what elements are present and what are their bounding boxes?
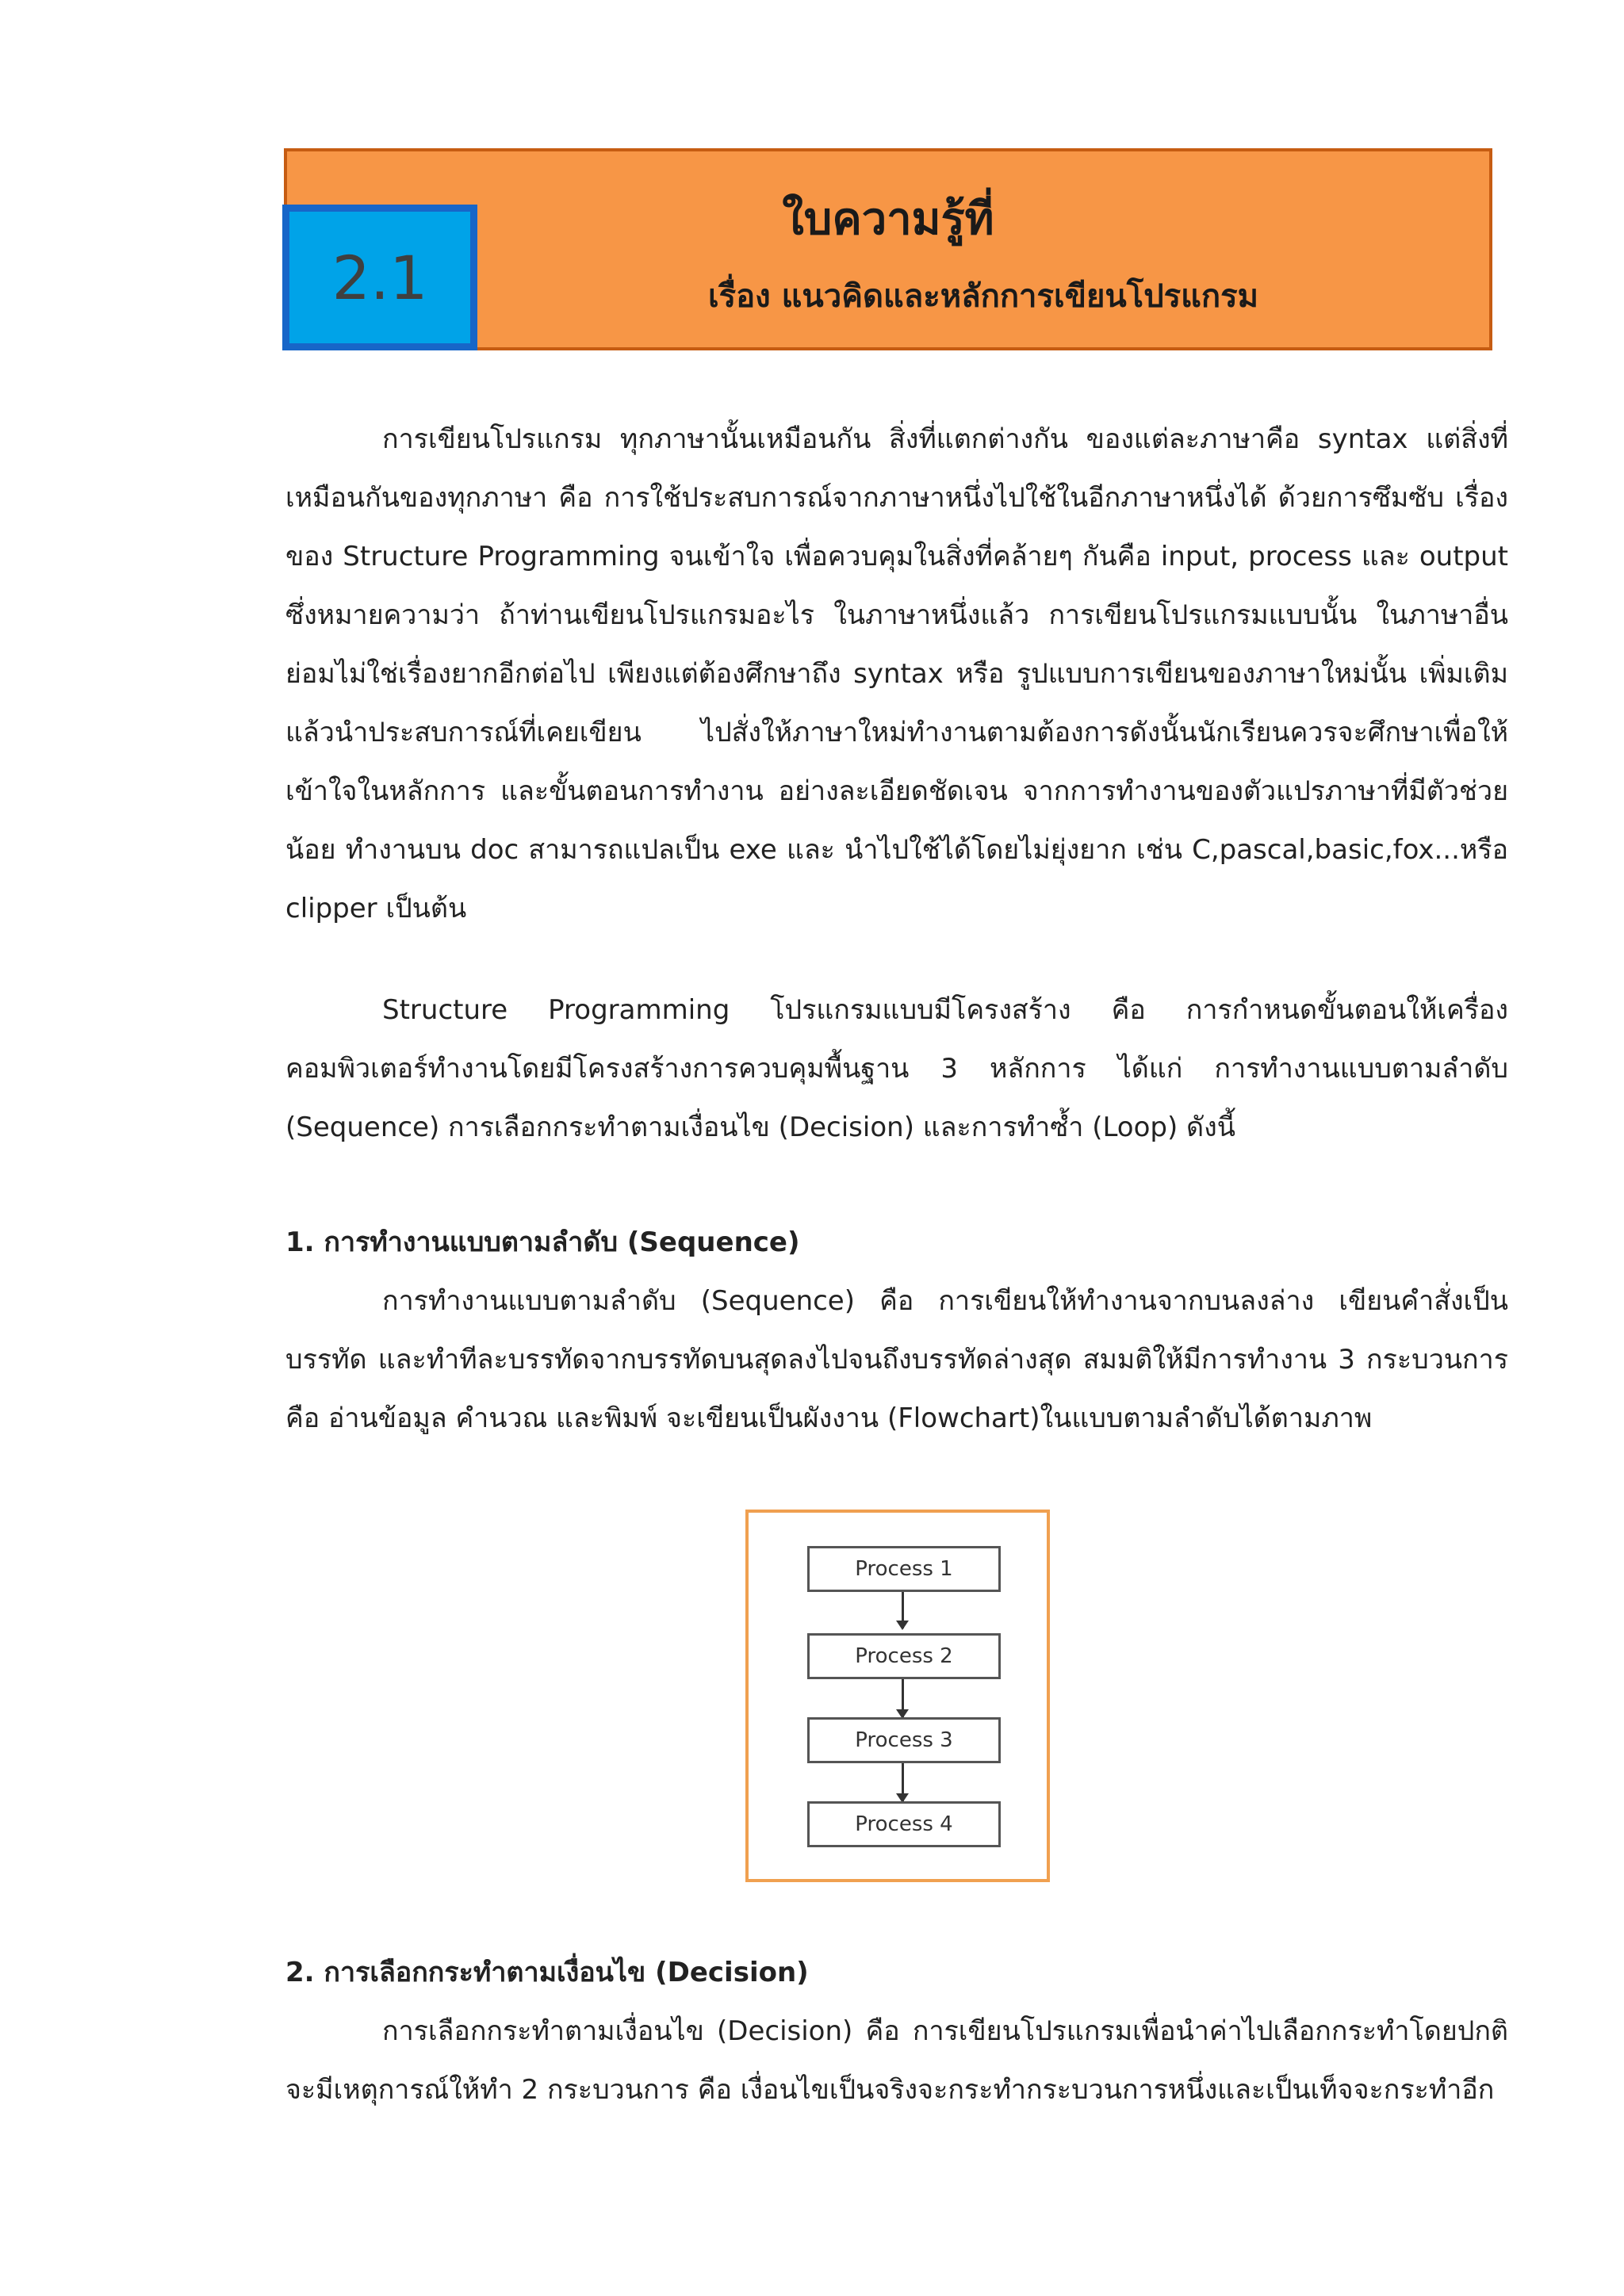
paragraph-structure: Structure Programming โปรแกรมแบบมีโครงสร้าง คือ การกำหนดขั้นตอนให้เครื่องคอมพิวเตอร์ทำงานโดยมีโครงสร้างการควบคุมพื้นฐาน 3 หลักการ ได้แก่ การทำงานแบบตามลำดับ (Sequence) การเลือกกระทำตามเงื่อนไข (Decision) และการทำซ้ำ (Loop) ดังนี้ — [285, 994, 1508, 1143]
process-box-1: Process 1 — [807, 1546, 1001, 1592]
paragraph-intro: การเขียนโปรแกรม ทุกภาษานั้นเหมือนกัน สิ่งที่แตกต่างกัน ของแต่ละภาษาคือ syntax แต่สิ่งที่เหมือนกันของทุกภาษา คือ การใช้ประสบการณ์จากภาษาหนึ่งไปใช้ในอีกภาษาหนึ่งได้ ด้วยการซึมซับ เรื่องของ Structure Programming จนเข้าใจ เพื่อควบคุมในสิ่งที่คล้ายๆ กันคือ input, process และ output ซึ่งหมายความว่า ถ้าท่านเขียนโปรแกรมอะไร ในภาษาหนึ่งแล้ว การเขียนโปรแกรมแบบนั้น ในภาษาอื่นย่อมไม่ใช่เรื่องยากอีกต่อไป เพียงแต่ต้องศึกษาถึง syntax หรือ รูปแบบการเขียนของภาษาใหม่นั้น เพิ่มเติม แล้วนำประสบการณ์ที่เคยเขียน ไปสั่งให้ภาษาใหม่ทำงานตามต้องการดังนั้นนักเรียนควรจะศึกษาเพื่อให้เข้าใจในหลักการ และขั้นตอนการทำงาน อย่างละเอียดชัดเจน จากการทำงานของตัวแปรภาษาที่มีตัวช่วยน้อย ทำงานบน doc สามารถแปลเป็น exe และ นำไปใช้ได้โดยไม่ยุ่งยาก เช่น C,pascal,basic,fox...หรือ clipper เป็นต้น — [285, 423, 1508, 924]
process-box-4: Process 4 — [807, 1801, 1001, 1847]
page-title: ใบความรู้ที่ — [782, 193, 994, 245]
paragraph-sequence: การทำงานแบบตามลำดับ (Sequence) คือ การเขียนให้ทำงานจากบนลงล่าง เขียนคำสั่งเป็นบรรทัด และทำทีละบรรทัดจากบรรทัดบนสุดลงไปจนถึงบรรทัดล่างสุด สมมติให้มีการทำงาน 3 กระบวนการ คือ อ่านข้อมูล คำนวณ และพิมพ์ จะเขียนเป็นผังงาน (Flowchart)ในแบบตามลำดับได้ตามภาพ — [285, 1285, 1508, 1434]
paragraph-decision: การเลือกกระทำตามเงื่อนไข (Decision) คือ การเขียนโปรแกรมเพื่อนำค่าไปเลือกกระทำโดยปกติจะมีเหตุการณ์ให้ทำ 2 กระบวนการ คือ เงื่อนไขเป็นจริงจะกระทำกระบวนการหนึ่งและเป็นเท็จจะกระทำอีก — [285, 2015, 1508, 2106]
structure-section — [285, 981, 1508, 1157]
sequence-section — [285, 1213, 1508, 1448]
decision-section — [285, 1943, 1508, 2119]
process-box-2: Process 2 — [807, 1633, 1001, 1679]
intro-section — [285, 410, 1508, 938]
sequence-flowchart — [745, 1510, 1050, 1882]
sheet-number-badge: 2.1 — [282, 205, 477, 350]
flow-arrow-1 — [902, 1592, 904, 1628]
flow-arrow-2 — [902, 1679, 904, 1717]
page-subtitle: เรื่อง แนวคิดและหลักการเขียนโปรแกรม — [707, 278, 1258, 315]
process-box-3: Process 3 — [807, 1717, 1001, 1763]
heading-decision: 2. การเลือกกระทำตามเงื่อนไข (Decision) — [285, 1957, 809, 1988]
flow-arrow-3 — [902, 1763, 904, 1801]
heading-sequence: 1. การทำงานแบบตามลำดับ (Sequence) — [285, 1226, 800, 1258]
